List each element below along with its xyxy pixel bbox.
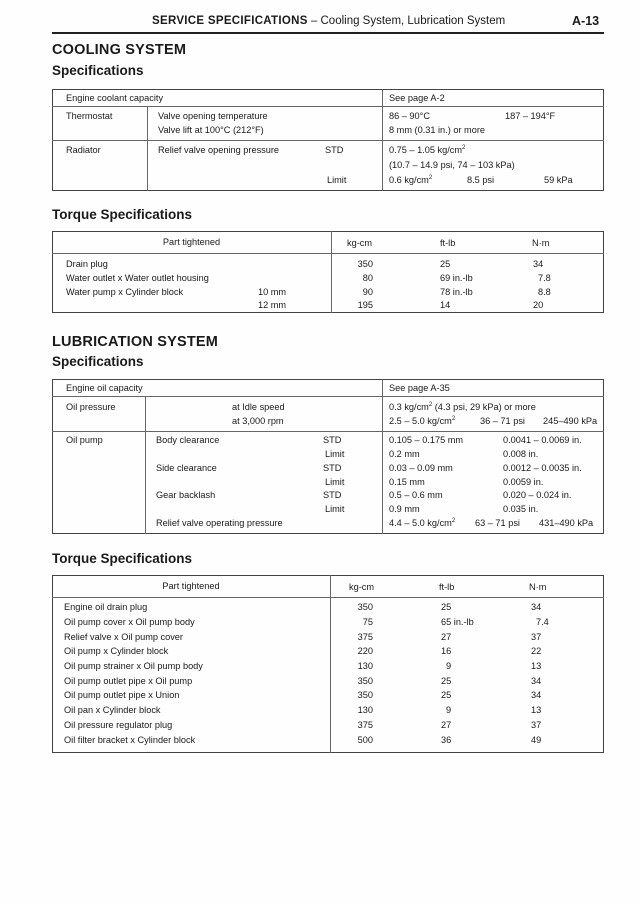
- thermostat-item-valve-lift: Valve lift at 100°C (212°F): [158, 125, 264, 135]
- value-text: 0.6 kg/cm: [389, 175, 429, 185]
- cell-mm: 0.03 – 0.09 mm: [389, 463, 453, 473]
- cell-relief-kpa: 431–490 kPa: [539, 518, 594, 528]
- header-divider: [52, 253, 604, 254]
- cell-mm: 0.9 mm: [389, 504, 420, 514]
- row-divider: [52, 396, 604, 397]
- cell-nm: 13: [531, 705, 542, 715]
- cell-in: 0.008 in.: [503, 449, 539, 459]
- cell-mm: 0.15 mm: [389, 477, 425, 487]
- cell-mm: 0.2 mm: [389, 449, 420, 459]
- coolant-capacity-value: See page A-2: [389, 93, 445, 103]
- cell-cond: STD: [323, 490, 342, 500]
- cell-nm: 8.8: [538, 287, 551, 297]
- value-text: 2.5 – 5.0 kg/cm: [389, 416, 452, 426]
- cell-nm: 37: [531, 632, 542, 642]
- thermostat-item-opening-temp: Valve opening temperature: [158, 111, 268, 121]
- radiator-limit-label: Limit: [327, 175, 347, 185]
- oil-capacity-label: Engine oil capacity: [66, 383, 143, 393]
- cell-ftlb: 78 in.-lb: [440, 287, 473, 297]
- oil-pressure-label: Oil pressure: [66, 402, 116, 412]
- cell-in: 0.020 – 0.024 in.: [503, 490, 572, 500]
- cell-nm: 13: [531, 661, 542, 671]
- cell-ftlb: 27: [441, 632, 452, 642]
- cell-mm: 0.105 – 0.175 mm: [389, 435, 464, 445]
- cell-kgcm: 75: [362, 617, 373, 627]
- cell-item: Body clearance: [156, 435, 220, 445]
- cell-ftlb: 25: [441, 602, 452, 612]
- oil-pressure-3000-kgcm: [389, 416, 455, 427]
- cell-size: 10 mm: [258, 287, 287, 297]
- radiator-limit-psi: 8.5 psi: [467, 175, 495, 185]
- cell-item: Relief valve operating pressure: [156, 518, 283, 528]
- header-divider: [52, 597, 604, 598]
- page-number: A-13: [572, 14, 600, 28]
- oil-pressure-3000-label: at 3,000 rpm: [232, 416, 284, 426]
- col-divider: [382, 379, 383, 534]
- cell-in: 0.0059 in.: [503, 477, 544, 487]
- cell-cond: Limit: [325, 504, 345, 514]
- coolant-capacity-label: Engine coolant capacity: [66, 93, 164, 103]
- col-header-part: Part tightened: [162, 237, 221, 247]
- cell-nm: 34: [531, 676, 542, 686]
- cell-in: 0.035 in.: [503, 504, 539, 514]
- cell-nm: 34: [531, 602, 542, 612]
- cell-part: Oil pump outlet pipe x Union: [64, 690, 180, 700]
- superscript: 2: [462, 145, 466, 151]
- value-text: 0.75 – 1.05 kg/cm: [389, 145, 463, 155]
- header-title-rest: – Cooling System, Lubrication System: [307, 15, 506, 27]
- cell-ftlb: 16: [441, 646, 452, 656]
- cell-kgcm: 350: [357, 602, 373, 612]
- cell-nm: 22: [531, 646, 542, 656]
- cell-nm: 37: [531, 720, 542, 730]
- col-header-nm: N·m: [529, 582, 547, 592]
- cell-cond: Limit: [325, 449, 345, 459]
- cell-ftlb: 25: [441, 690, 452, 700]
- cell-ftlb: 25: [440, 259, 451, 269]
- cell-part: Oil pump x Cylinder block: [64, 646, 169, 656]
- cell-in: 0.0012 – 0.0035 in.: [503, 463, 582, 473]
- cell-nm: 7.4: [536, 617, 549, 627]
- cell-nm: 49: [531, 735, 542, 745]
- cell-part: Oil filter bracket x Cylinder block: [64, 735, 196, 745]
- cell-cond: STD: [323, 463, 342, 473]
- cell-ftlb: 25: [441, 676, 452, 686]
- col-header-part: Part tightened: [162, 581, 220, 591]
- superscript: 2: [428, 175, 433, 181]
- cell-ftlb: 9: [446, 705, 452, 715]
- cell-part: Water outlet x Water outlet housing: [66, 273, 209, 283]
- subsection-title-lubrication-specs: Specifications: [52, 354, 144, 369]
- thermostat-label: Thermostat: [66, 111, 113, 121]
- superscript: 2: [451, 416, 456, 422]
- cell-part: Engine oil drain plug: [64, 602, 148, 612]
- col-divider: [145, 396, 146, 534]
- section-title-lubrication: LUBRICATION SYSTEM: [52, 334, 219, 350]
- cell-size: 12 mm: [258, 300, 287, 310]
- cell-part: Drain plug: [66, 259, 108, 269]
- value-text: (4.3 psi, 29 kPa) or more: [434, 402, 536, 412]
- cell-nm: 34: [533, 259, 544, 269]
- col-header-kgcm: kg-cm: [349, 582, 375, 592]
- radiator-limit-kgcm: [389, 175, 432, 186]
- cell-kgcm: 375: [357, 632, 373, 642]
- radiator-item-relief-valve: Relief valve opening pressure: [158, 145, 280, 155]
- thermostat-valve-lift-value: 8 mm (0.31 in.) or more: [389, 125, 485, 135]
- cell-cond: STD: [323, 435, 342, 445]
- page-header-title: [152, 15, 505, 27]
- superscript: 2: [428, 402, 433, 408]
- cell-item: Gear backlash: [156, 490, 216, 500]
- cell-ftlb: 27: [441, 720, 452, 730]
- cell-item: Side clearance: [156, 463, 217, 473]
- radiator-label: Radiator: [66, 145, 101, 155]
- cell-kgcm: 130: [357, 661, 373, 671]
- cell-kgcm: 350: [357, 676, 373, 686]
- cell-nm: 7.8: [538, 273, 551, 283]
- cell-part: Oil pump cover x Oil pump body: [64, 617, 195, 627]
- cell-part: Oil pressure regulator plug: [64, 720, 173, 730]
- header-title-bold: SERVICE SPECIFICATIONS: [152, 15, 308, 27]
- cell-ftlb: 69 in.-lb: [440, 273, 473, 283]
- cell-nm: 34: [531, 690, 542, 700]
- cell-kgcm: 130: [357, 705, 373, 715]
- cell-relief-psi: 63 – 71 psi: [475, 518, 520, 528]
- cell-part: Oil pan x Cylinder block: [64, 705, 161, 715]
- cell-cond: Limit: [325, 477, 345, 487]
- cell-relief-kgcm: [389, 518, 455, 529]
- radiator-limit-kpa: 59 kPa: [544, 175, 573, 185]
- superscript: 2: [451, 518, 456, 524]
- oil-pump-label: Oil pump: [66, 435, 103, 445]
- subsection-title-cooling-specs: Specifications: [52, 63, 144, 78]
- cell-ftlb: 9: [446, 661, 452, 671]
- col-divider: [147, 106, 148, 191]
- subsection-title-cooling-torque: Torque Specifications: [52, 207, 193, 222]
- thermostat-temp-f: 187 – 194°F: [505, 111, 556, 121]
- cell-kgcm: 350: [357, 259, 373, 269]
- row-divider: [52, 106, 604, 107]
- thermostat-temp-c: 86 – 90°C: [389, 111, 430, 121]
- radiator-std-value: [389, 145, 465, 156]
- cell-nm: 20: [533, 300, 544, 310]
- cell-kgcm: 220: [357, 646, 373, 656]
- cell-kgcm: 350: [357, 690, 373, 700]
- cell-ftlb: 65 in.-lb: [441, 617, 474, 627]
- col-header-kgcm: kg-cm: [347, 238, 373, 248]
- subsection-title-lubrication-torque: Torque Specifications: [52, 551, 193, 566]
- cell-ftlb: 36: [441, 735, 452, 745]
- oil-pressure-idle-value: [389, 402, 536, 413]
- cell-kgcm: 500: [357, 735, 373, 745]
- cell-ftlb: 14: [440, 300, 451, 310]
- cell-part: Water pump x Cylinder block: [66, 287, 184, 297]
- cell-part: Oil pump strainer x Oil pump body: [64, 661, 203, 671]
- value-text: 0.3 kg/cm: [389, 402, 429, 412]
- radiator-std-label: STD: [325, 145, 344, 155]
- cell-part: Oil pump outlet pipe x Oil pump: [64, 676, 193, 686]
- col-header-ftlb: ft-lb: [440, 238, 456, 248]
- row-divider: [52, 431, 604, 432]
- row-divider: [52, 140, 604, 141]
- col-divider: [382, 89, 383, 191]
- oil-pressure-3000-kpa: 245–490 kPa: [543, 416, 598, 426]
- header-rule: [52, 32, 604, 34]
- col-header-ftlb: ft-lb: [439, 582, 455, 592]
- oil-capacity-value: See page A-35: [389, 383, 450, 393]
- cell-in: 0.0041 – 0.0069 in.: [503, 435, 582, 445]
- cell-kgcm: 375: [357, 720, 373, 730]
- section-title-cooling: COOLING SYSTEM: [52, 42, 187, 58]
- cell-kgcm: 195: [357, 300, 373, 310]
- cell-part: Relief valve x Oil pump cover: [64, 632, 183, 642]
- cell-mm: 0.5 – 0.6 mm: [389, 490, 443, 500]
- cell-kgcm: 90: [362, 287, 373, 297]
- oil-pressure-idle-label: at Idle speed: [232, 402, 285, 412]
- oil-pressure-3000-psi: 36 – 71 psi: [480, 416, 525, 426]
- radiator-std-value-converted: (10.7 – 14.9 psi, 74 – 103 kPa): [389, 160, 515, 170]
- value-text: 4.4 – 5.0 kg/cm: [389, 518, 452, 528]
- col-header-nm: N·m: [532, 238, 550, 248]
- cell-kgcm: 80: [362, 273, 373, 283]
